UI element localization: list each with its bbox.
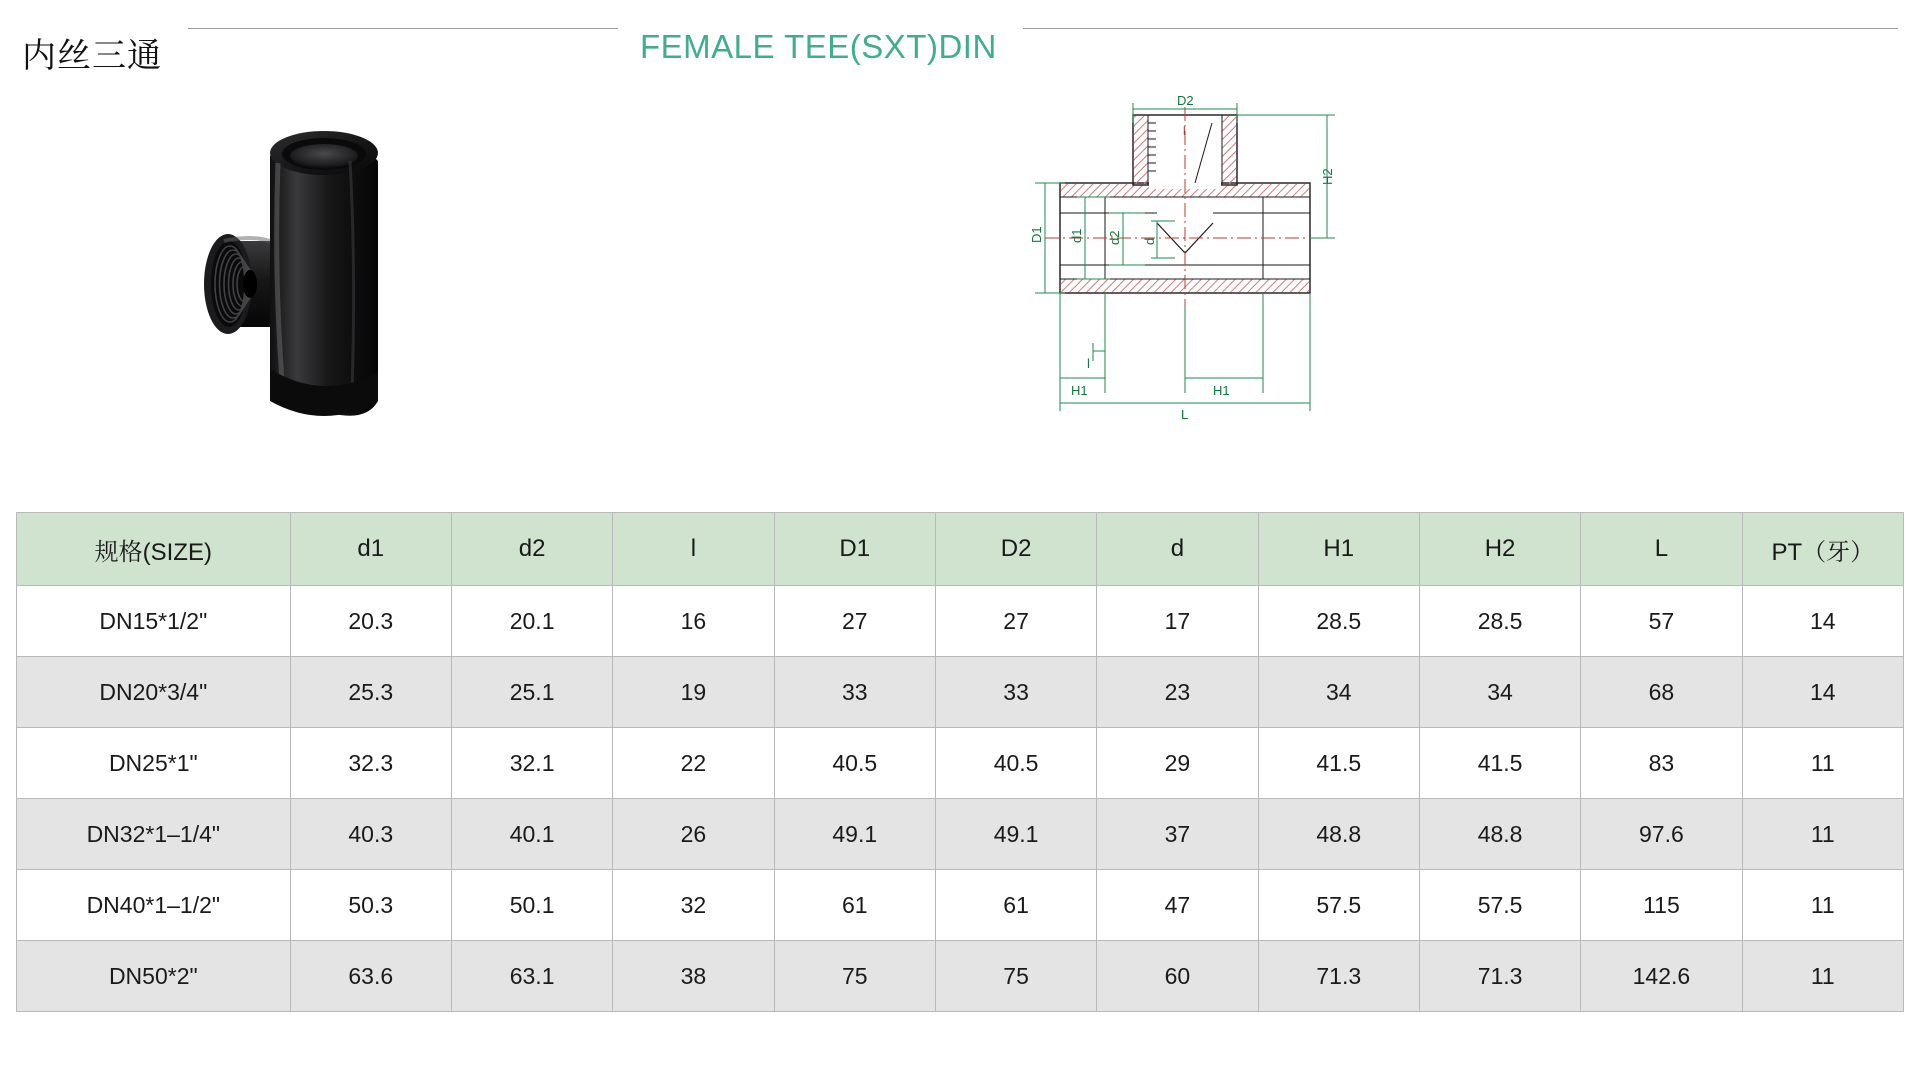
cell-D1: 75 <box>774 941 935 1012</box>
dwg-label-D1: D1 <box>1029 226 1044 243</box>
cell-H1: 71.3 <box>1258 941 1419 1012</box>
cell-H2: 34 <box>1419 657 1580 728</box>
cell-H2: 28.5 <box>1419 586 1580 657</box>
dwg-label-H2: H2 <box>1320 168 1335 185</box>
cell-l: 22 <box>613 728 774 799</box>
cell-size: DN25*1" <box>17 728 291 799</box>
dwg-label-D2: D2 <box>1177 93 1194 108</box>
cell-D1: 61 <box>774 870 935 941</box>
cell-L: 83 <box>1581 728 1742 799</box>
col-header-l: l <box>613 513 774 586</box>
col-header-D1: D1 <box>774 513 935 586</box>
cell-D2: 27 <box>935 586 1096 657</box>
cell-D2: 49.1 <box>935 799 1096 870</box>
cell-pt: 14 <box>1742 657 1903 728</box>
cell-d1: 40.3 <box>290 799 451 870</box>
cell-l: 16 <box>613 586 774 657</box>
table-row <box>17 586 1904 657</box>
cell-d2: 32.1 <box>451 728 612 799</box>
cell-size: DN32*1–1/4" <box>17 799 291 870</box>
cell-size: DN15*1/2" <box>17 586 291 657</box>
cell-D2: 75 <box>935 941 1096 1012</box>
dwg-label-d2: d2 <box>1107 230 1122 245</box>
cell-l: 32 <box>613 870 774 941</box>
table-row <box>17 657 1904 728</box>
cell-H1: 34 <box>1258 657 1419 728</box>
cell-D1: 40.5 <box>774 728 935 799</box>
cell-d: 29 <box>1097 728 1258 799</box>
cell-H1: 28.5 <box>1258 586 1419 657</box>
cell-H1: 41.5 <box>1258 728 1419 799</box>
cell-D1: 33 <box>774 657 935 728</box>
page-title-en: FEMALE TEE(SXT)DIN <box>640 28 997 65</box>
spec-table-body <box>17 586 1904 1012</box>
col-header-H2: H2 <box>1419 513 1580 586</box>
col-header-d: d <box>1097 513 1258 586</box>
col-header-L: L <box>1581 513 1742 586</box>
cell-D2: 33 <box>935 657 1096 728</box>
cell-H2: 57.5 <box>1419 870 1580 941</box>
spec-table <box>16 512 1904 1012</box>
cell-size: DN40*1–1/2" <box>17 870 291 941</box>
cell-H2: 48.8 <box>1419 799 1580 870</box>
col-header-H1: H1 <box>1258 513 1419 586</box>
cell-D1: 49.1 <box>774 799 935 870</box>
cell-l: 38 <box>613 941 774 1012</box>
cell-d2: 20.1 <box>451 586 612 657</box>
dimension-drawing <box>1005 93 1405 423</box>
cell-pt: 11 <box>1742 941 1903 1012</box>
col-header-pt: PT（牙） <box>1742 513 1903 586</box>
cell-d: 23 <box>1097 657 1258 728</box>
col-header-size: 规格(SIZE) <box>17 513 291 586</box>
cell-d1: 50.3 <box>290 870 451 941</box>
cell-d1: 25.3 <box>290 657 451 728</box>
cell-d2: 63.1 <box>451 941 612 1012</box>
cell-D2: 40.5 <box>935 728 1096 799</box>
cell-d: 37 <box>1097 799 1258 870</box>
title-divider-left <box>188 28 618 29</box>
table-row <box>17 799 1904 870</box>
cell-L: 142.6 <box>1581 941 1742 1012</box>
cell-pt: 11 <box>1742 799 1903 870</box>
cell-d1: 63.6 <box>290 941 451 1012</box>
product-photo <box>200 101 470 431</box>
cell-H2: 71.3 <box>1419 941 1580 1012</box>
cell-pt: 11 <box>1742 728 1903 799</box>
cell-size: DN50*2" <box>17 941 291 1012</box>
cell-pt: 11 <box>1742 870 1903 941</box>
cell-l: 26 <box>613 799 774 870</box>
cell-d: 47 <box>1097 870 1258 941</box>
figures-area <box>0 77 1920 447</box>
table-row <box>17 941 1904 1012</box>
col-header-D2: D2 <box>935 513 1096 586</box>
cell-l: 19 <box>613 657 774 728</box>
cell-d: 17 <box>1097 586 1258 657</box>
cell-L: 57 <box>1581 586 1742 657</box>
table-row <box>17 870 1904 941</box>
cell-pt: 14 <box>1742 586 1903 657</box>
cell-H2: 41.5 <box>1419 728 1580 799</box>
spec-table-head <box>17 513 1904 586</box>
cell-D2: 61 <box>935 870 1096 941</box>
cell-H1: 48.8 <box>1258 799 1419 870</box>
dwg-label-d: d <box>1142 237 1157 245</box>
dwg-label-H1-left: H1 <box>1071 383 1088 398</box>
table-row <box>17 728 1904 799</box>
cell-D1: 27 <box>774 586 935 657</box>
cell-L: 97.6 <box>1581 799 1742 870</box>
cell-d: 60 <box>1097 941 1258 1012</box>
dwg-label-l-lower: l <box>1087 356 1090 371</box>
cell-d2: 50.1 <box>451 870 612 941</box>
page-title-cn: 内丝三通 <box>22 36 162 76</box>
col-header-d2: d2 <box>451 513 612 586</box>
col-header-d1: d1 <box>290 513 451 586</box>
dwg-label-L: L <box>1181 407 1189 422</box>
page-header <box>0 0 1920 77</box>
dwg-label-d1: d1 <box>1069 228 1084 243</box>
spec-table-wrap <box>16 512 1904 1012</box>
title-block <box>22 28 162 77</box>
cell-d1: 20.3 <box>290 586 451 657</box>
title-divider-right <box>1023 28 1898 29</box>
cell-L: 115 <box>1581 870 1742 941</box>
dwg-label-l-top: l <box>1183 124 1186 138</box>
cell-d2: 25.1 <box>451 657 612 728</box>
cell-size: DN20*3/4" <box>17 657 291 728</box>
cell-d2: 40.1 <box>451 799 612 870</box>
dwg-label-H1-right: H1 <box>1213 383 1230 398</box>
cell-H1: 57.5 <box>1258 870 1419 941</box>
table-header-row <box>17 513 1904 586</box>
cell-d1: 32.3 <box>290 728 451 799</box>
cell-L: 68 <box>1581 657 1742 728</box>
